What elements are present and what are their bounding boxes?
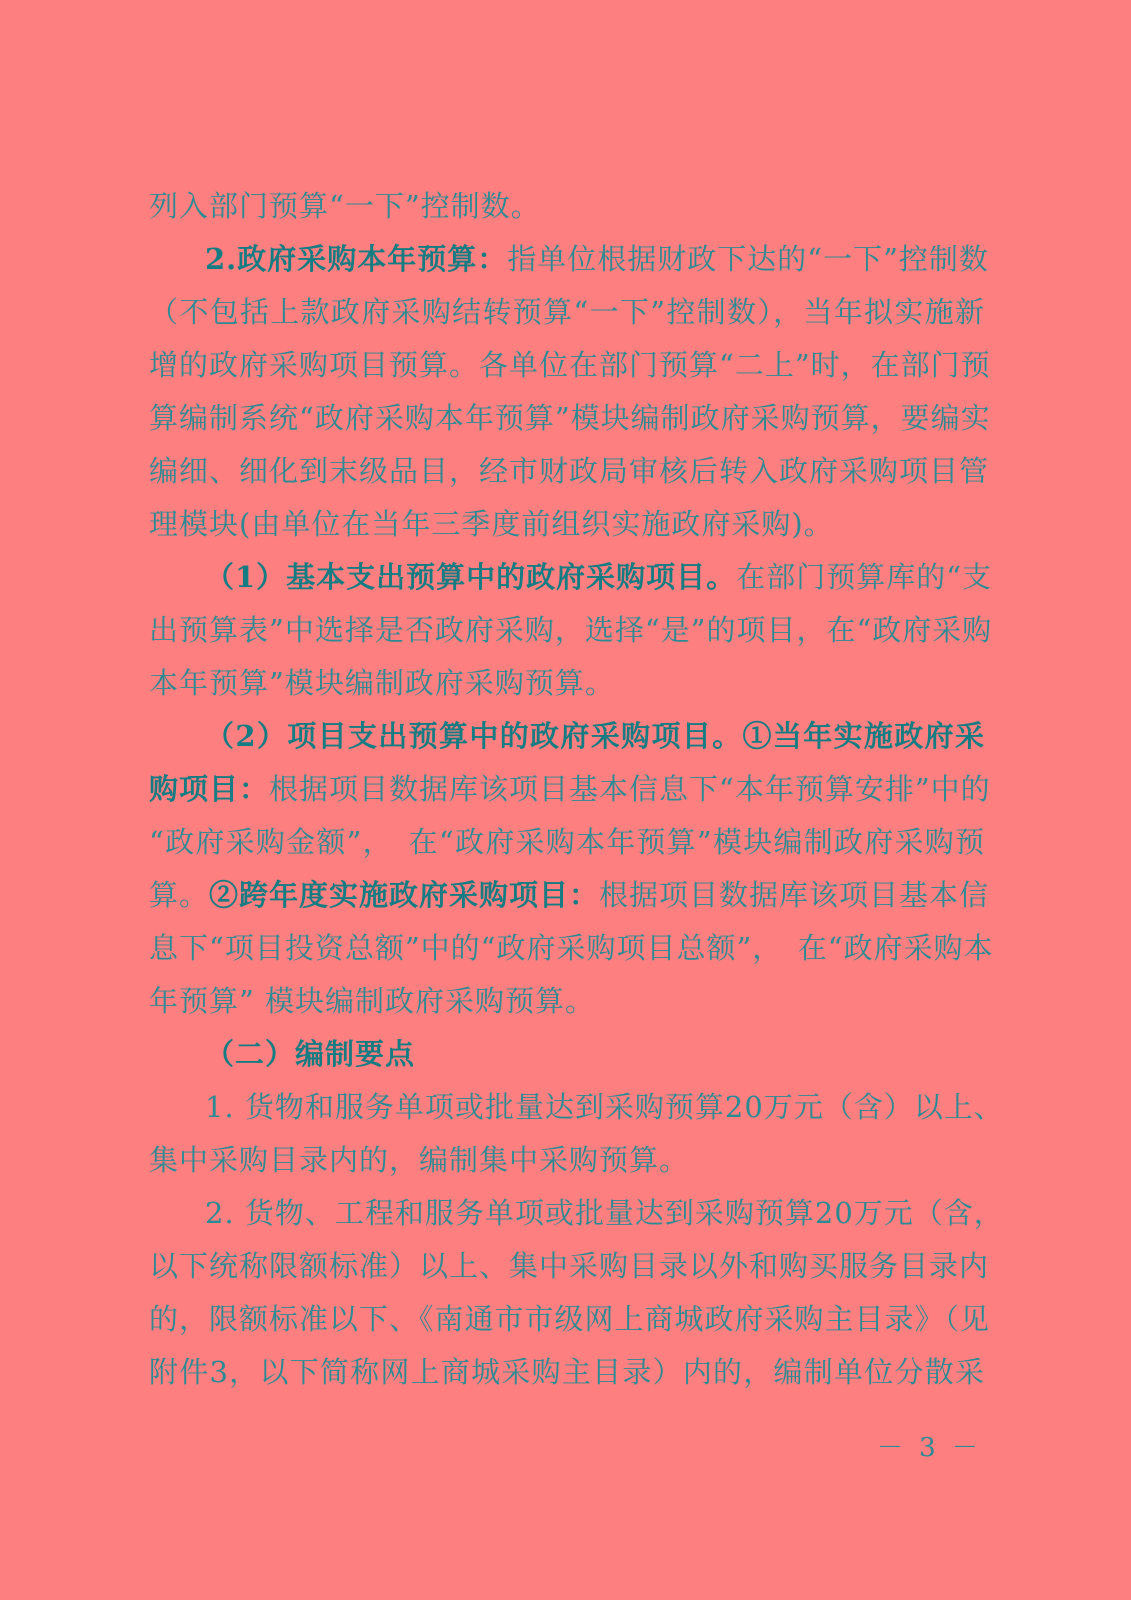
body-text: 本年预算”模块编制政府采购预算。 xyxy=(149,666,615,700)
body-line xyxy=(149,655,985,711)
body-line xyxy=(149,602,993,658)
body-line xyxy=(149,761,991,817)
body-line xyxy=(205,231,989,287)
body-text: （不包括上款政府采购结转预算“一下”控制数），当年拟实施新 xyxy=(149,295,985,329)
section-heading-text: （二）编制要点 xyxy=(205,1037,416,1071)
body-line xyxy=(149,867,990,923)
page-number: － 3 － xyxy=(876,1433,982,1463)
body-text: 息下“项目投资总额”中的“政府采购项目总额”， 在“政府采购本 xyxy=(149,931,994,965)
body-line xyxy=(149,973,985,1029)
item-heading: ②跨年度实施政府采购项目： xyxy=(209,878,600,912)
body-text: 2. 货物、工程和服务单项或批量达到采购预算20万元（含， xyxy=(205,1196,1004,1230)
item-heading: （2）项目支出预算中的政府采购项目。①当年实施政府采 xyxy=(205,719,985,753)
body-text: 的，限额标准以下、《南通市市级网上商城政府采购主目录》（见 xyxy=(149,1302,991,1336)
body-text: 算。 xyxy=(149,878,210,912)
item-heading: 2.政府采购本年预算： xyxy=(205,242,508,276)
body-line xyxy=(149,337,991,393)
body-line xyxy=(149,1238,990,1294)
body-line xyxy=(149,496,985,552)
body-text: 理模块(由单位在当年三季度前组织实施政府采购)。 xyxy=(149,507,834,541)
item-heading: （1）基本支出预算中的政府采购项目。 xyxy=(205,560,737,594)
body-line xyxy=(205,549,993,605)
body-text: 增的政府采购项目预算。各单位在部门预算“二上”时，在部门预 xyxy=(149,348,991,382)
body-text: 1. 货物和服务单项或批量达到采购预算20万元（含）以上、 xyxy=(205,1090,1004,1124)
body-text: 集中采购目录内的，编制集中采购预算。 xyxy=(149,1143,690,1177)
body-line xyxy=(149,1291,991,1347)
section-heading xyxy=(205,1026,985,1082)
body-line xyxy=(205,708,985,764)
body-text: 指单位根据财政下达的“一下”控制数 xyxy=(507,242,989,276)
body-text: 附件3，以下简称网上商城采购主目录）内的，编制单位分散采 xyxy=(149,1355,985,1389)
body-text: 以下统称限额标准）以上、集中采购目录以外和购买服务目录内 xyxy=(149,1249,990,1283)
body-line xyxy=(149,178,985,234)
item-heading: 购项目： xyxy=(149,772,270,806)
body-line xyxy=(149,390,991,446)
body-line xyxy=(149,814,985,870)
body-text: 列入部门预算“一下”控制数。 xyxy=(149,189,541,223)
body-line xyxy=(149,284,985,340)
body-text: 算编制系统“政府采购本年预算”模块编制政府采购预算，要编实 xyxy=(149,401,991,435)
body-line xyxy=(205,1079,1004,1135)
body-text: 年预算” 模块编制政府采购预算。 xyxy=(149,984,596,1018)
body-text: 根据项目数据库该项目基本信息下“本年预算安排”中的 xyxy=(269,772,991,806)
body-line xyxy=(149,920,994,976)
body-text: 在部门预算库的“支 xyxy=(736,560,993,594)
body-text: 出预算表”中选择是否政府采购，选择“是”的项目，在“政府采购 xyxy=(149,613,993,647)
body-text: 编细、细化到末级品目，经市财政局审核后转入政府采购项目管 xyxy=(149,454,990,488)
body-line xyxy=(205,1185,1004,1241)
body-line xyxy=(149,1344,985,1400)
body-text: “政府采购金额”， 在“政府采购本年预算”模块编制政府采购预 xyxy=(149,825,985,859)
body-text: 根据项目数据库该项目基本信 xyxy=(599,878,990,912)
body-line xyxy=(149,1132,985,1188)
body-line xyxy=(149,443,990,499)
